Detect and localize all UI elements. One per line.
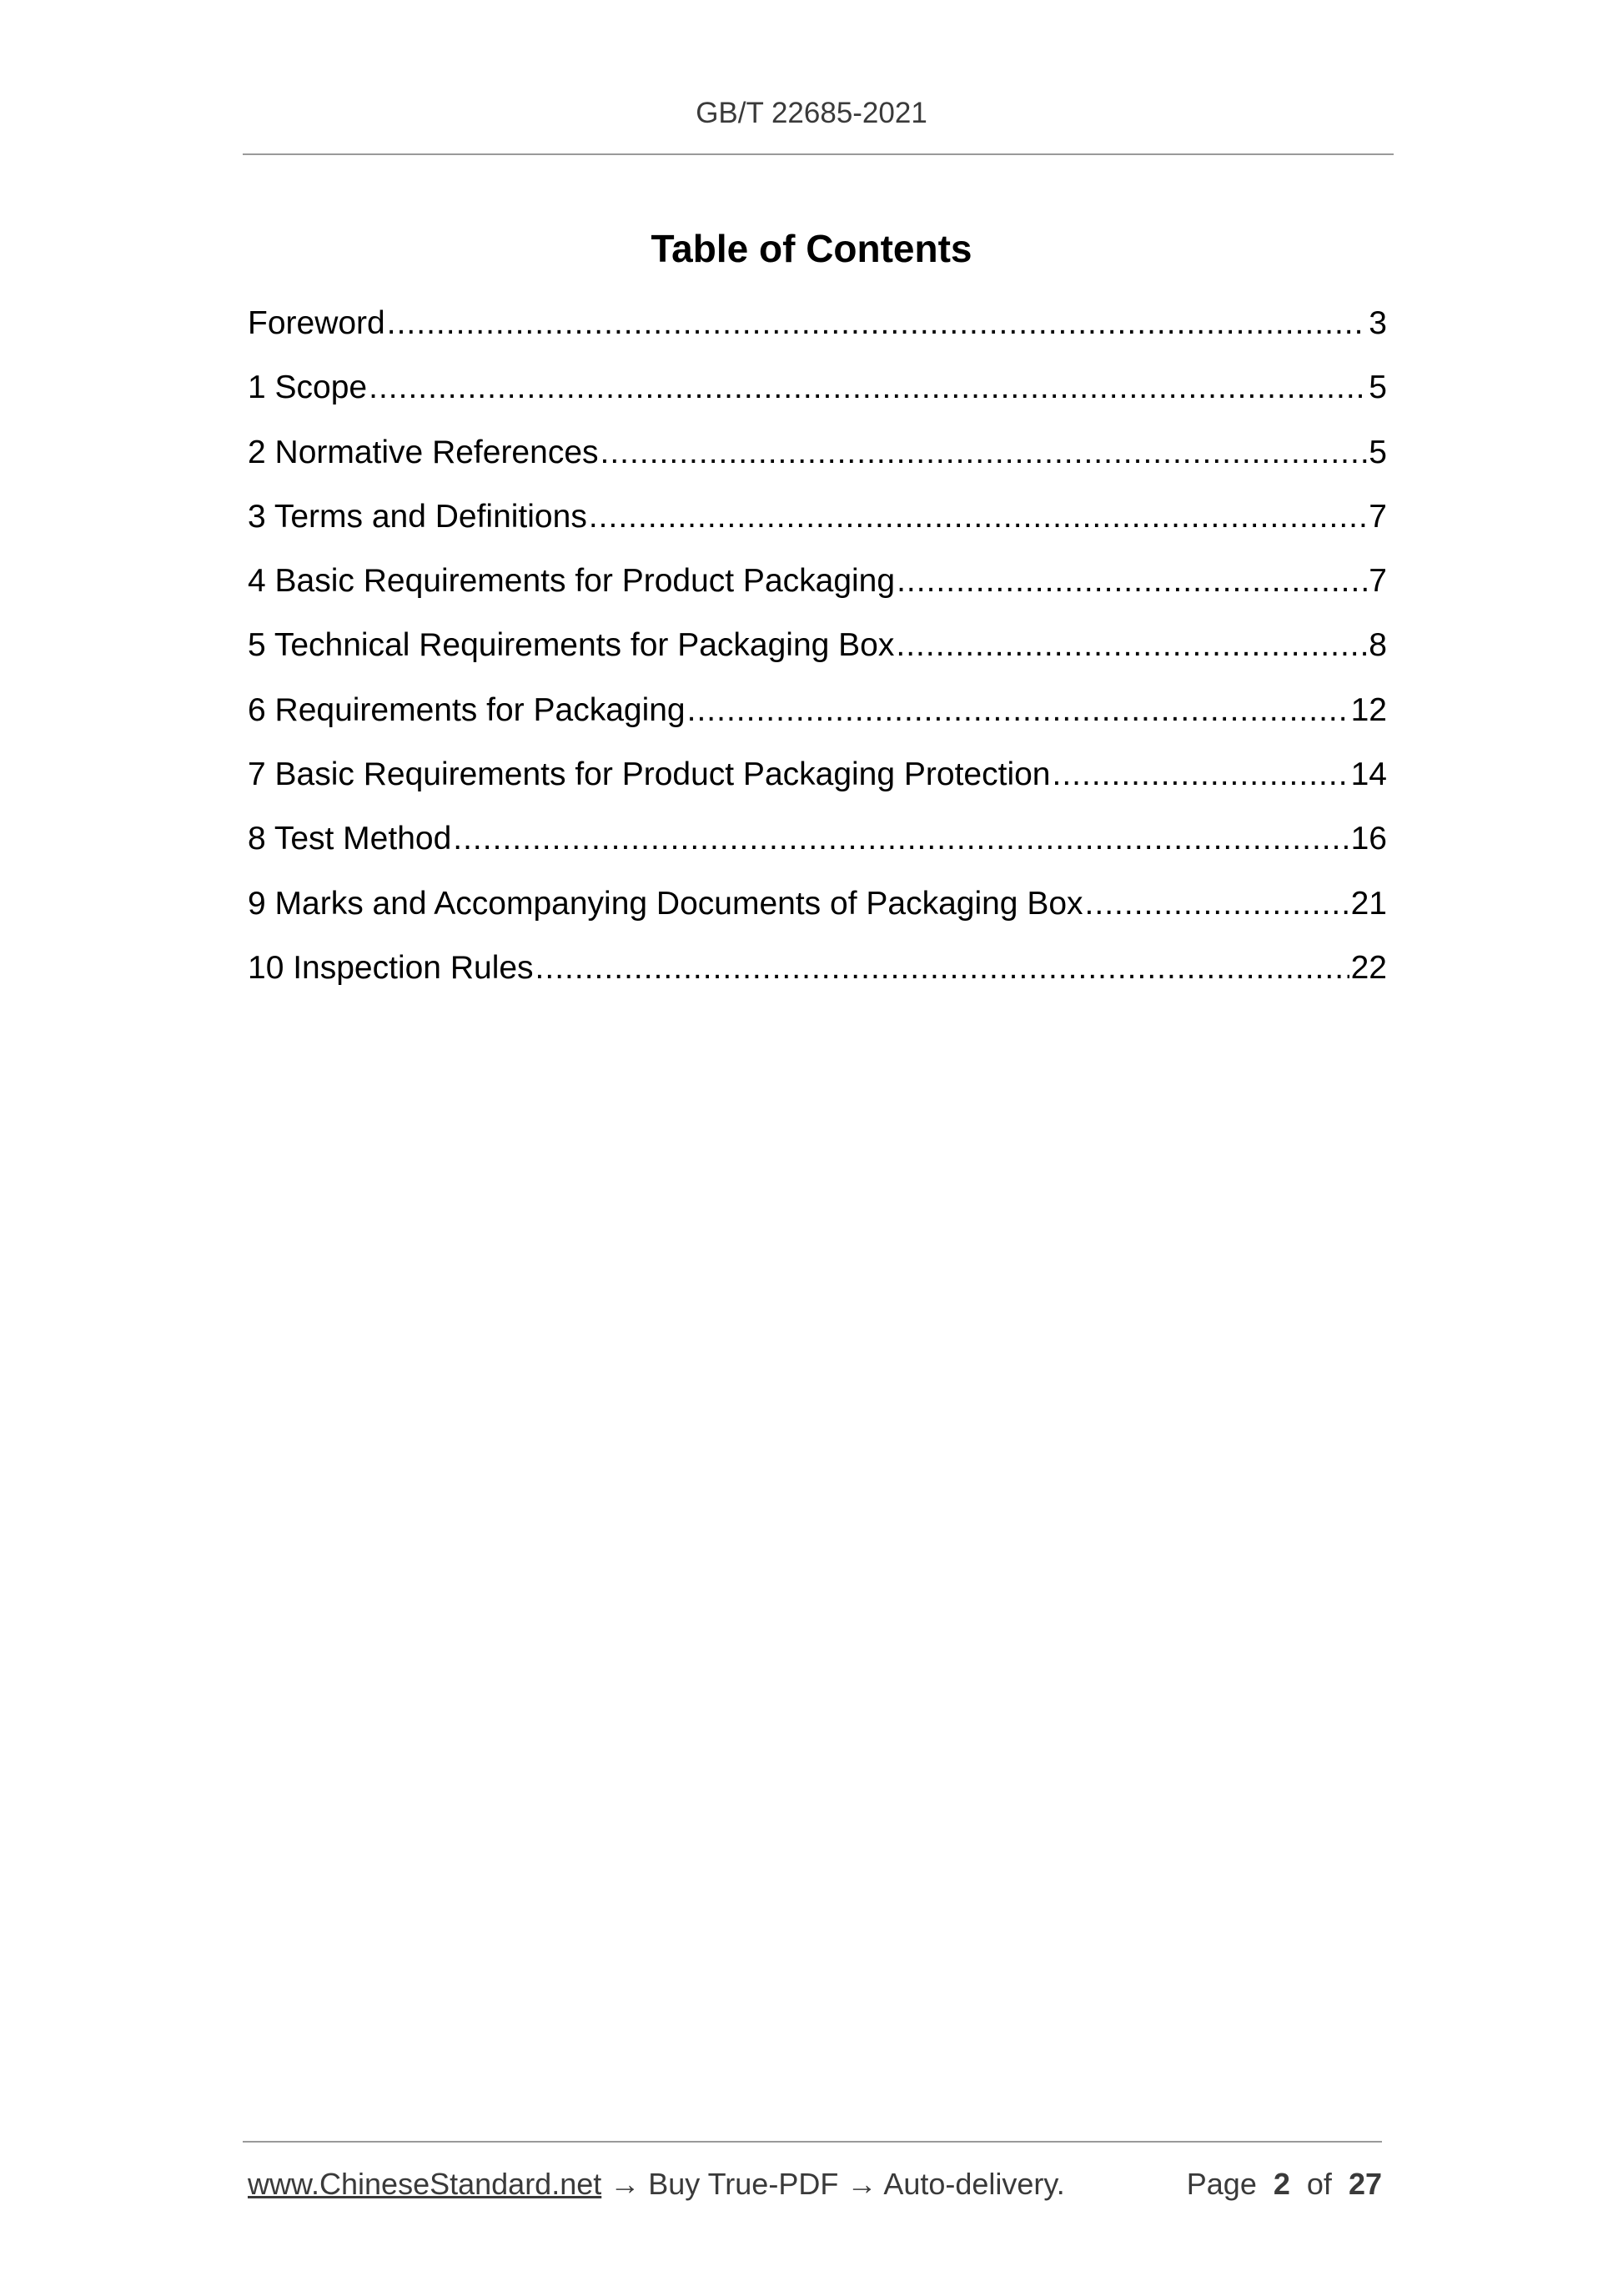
toc-leader-dots (589, 495, 1367, 539)
toc-entry-label: 6 Requirements for Packaging (248, 691, 686, 728)
toc-entry-label: 4 Basic Requirements for Product Packaging (248, 563, 896, 600)
toc-entry-label: 5 Technical Requirements for Packaging Box (248, 627, 895, 664)
toc-leader-dots (369, 366, 1367, 409)
toc-entry-terms-definitions[interactable] (248, 495, 1387, 560)
toc-leader-dots (535, 947, 1349, 990)
toc-leader-dots (387, 302, 1368, 345)
toc-entry-page: 8 (1369, 627, 1387, 664)
toc-entry-page: 14 (1350, 756, 1387, 793)
footer-website-link[interactable]: www.ChineseStandard.net (248, 2167, 602, 2201)
toc-entry-page: 12 (1350, 691, 1387, 728)
toc-entry-test-method[interactable] (248, 817, 1387, 882)
running-header: GB/T 22685-2021 (696, 97, 927, 129)
toc-entry-page: 7 (1369, 563, 1387, 600)
toc-entry-page: 22 (1350, 949, 1387, 986)
toc-entry-label: 3 Terms and Definitions (248, 498, 587, 535)
page-footer (248, 2165, 1382, 2203)
toc-entry-page: 5 (1369, 369, 1387, 406)
header-divider (243, 153, 1394, 155)
toc-entry-label: 1 Scope (248, 369, 368, 406)
toc-entry-page: 7 (1369, 498, 1387, 535)
toc-entry-page: 3 (1369, 305, 1387, 341)
toc-entry-label: 2 Normative References (248, 434, 599, 470)
toc-entry-marks-documents[interactable] (248, 882, 1387, 947)
toc-list (248, 302, 1387, 1011)
toc-leader-dots (896, 624, 1367, 667)
toc-leader-dots (600, 431, 1368, 475)
toc-entry-packaging-protection[interactable] (248, 753, 1387, 817)
toc-entry-basic-requirements-packaging[interactable] (248, 560, 1387, 624)
toc-leader-dots (1053, 753, 1349, 796)
toc-entry-page: 16 (1350, 821, 1387, 857)
toc-leader-dots (1085, 882, 1349, 926)
of-word: of (1306, 2167, 1332, 2201)
toc-entry-inspection-rules[interactable] (248, 947, 1387, 1011)
toc-entry-foreword[interactable] (248, 302, 1387, 366)
toc-leader-dots (897, 560, 1367, 603)
toc-entry-requirements-packaging[interactable] (248, 689, 1387, 753)
toc-entry-normative-references[interactable] (248, 431, 1387, 495)
page-word: Page (1186, 2167, 1257, 2201)
page-current: 2 (1273, 2167, 1290, 2201)
footer-promo-text: → Buy True-PDF → Auto-delivery. (601, 2167, 1065, 2201)
page-indicator (1187, 2165, 1382, 2203)
toc-entry-page: 21 (1350, 885, 1387, 922)
toc-entry-page: 5 (1369, 434, 1387, 470)
toc-entry-technical-requirements-box[interactable] (248, 624, 1387, 688)
toc-leader-dots (687, 689, 1349, 732)
toc-entry-label: 10 Inspection Rules (248, 949, 534, 986)
toc-entry-label: 7 Basic Requirements for Product Packaging Protection (248, 756, 1051, 793)
toc-entry-label: 9 Marks and Accompanying Documents of Packaging Box (248, 885, 1083, 922)
toc-entry-label: Foreword (248, 305, 385, 341)
toc-entry-label: 8 Test Method (248, 821, 452, 857)
toc-leader-dots (453, 817, 1349, 861)
footer-divider (243, 2141, 1382, 2143)
toc-entry-scope[interactable] (248, 366, 1387, 430)
toc-title: Table of Contents (651, 227, 972, 270)
page-total: 27 (1348, 2167, 1382, 2201)
